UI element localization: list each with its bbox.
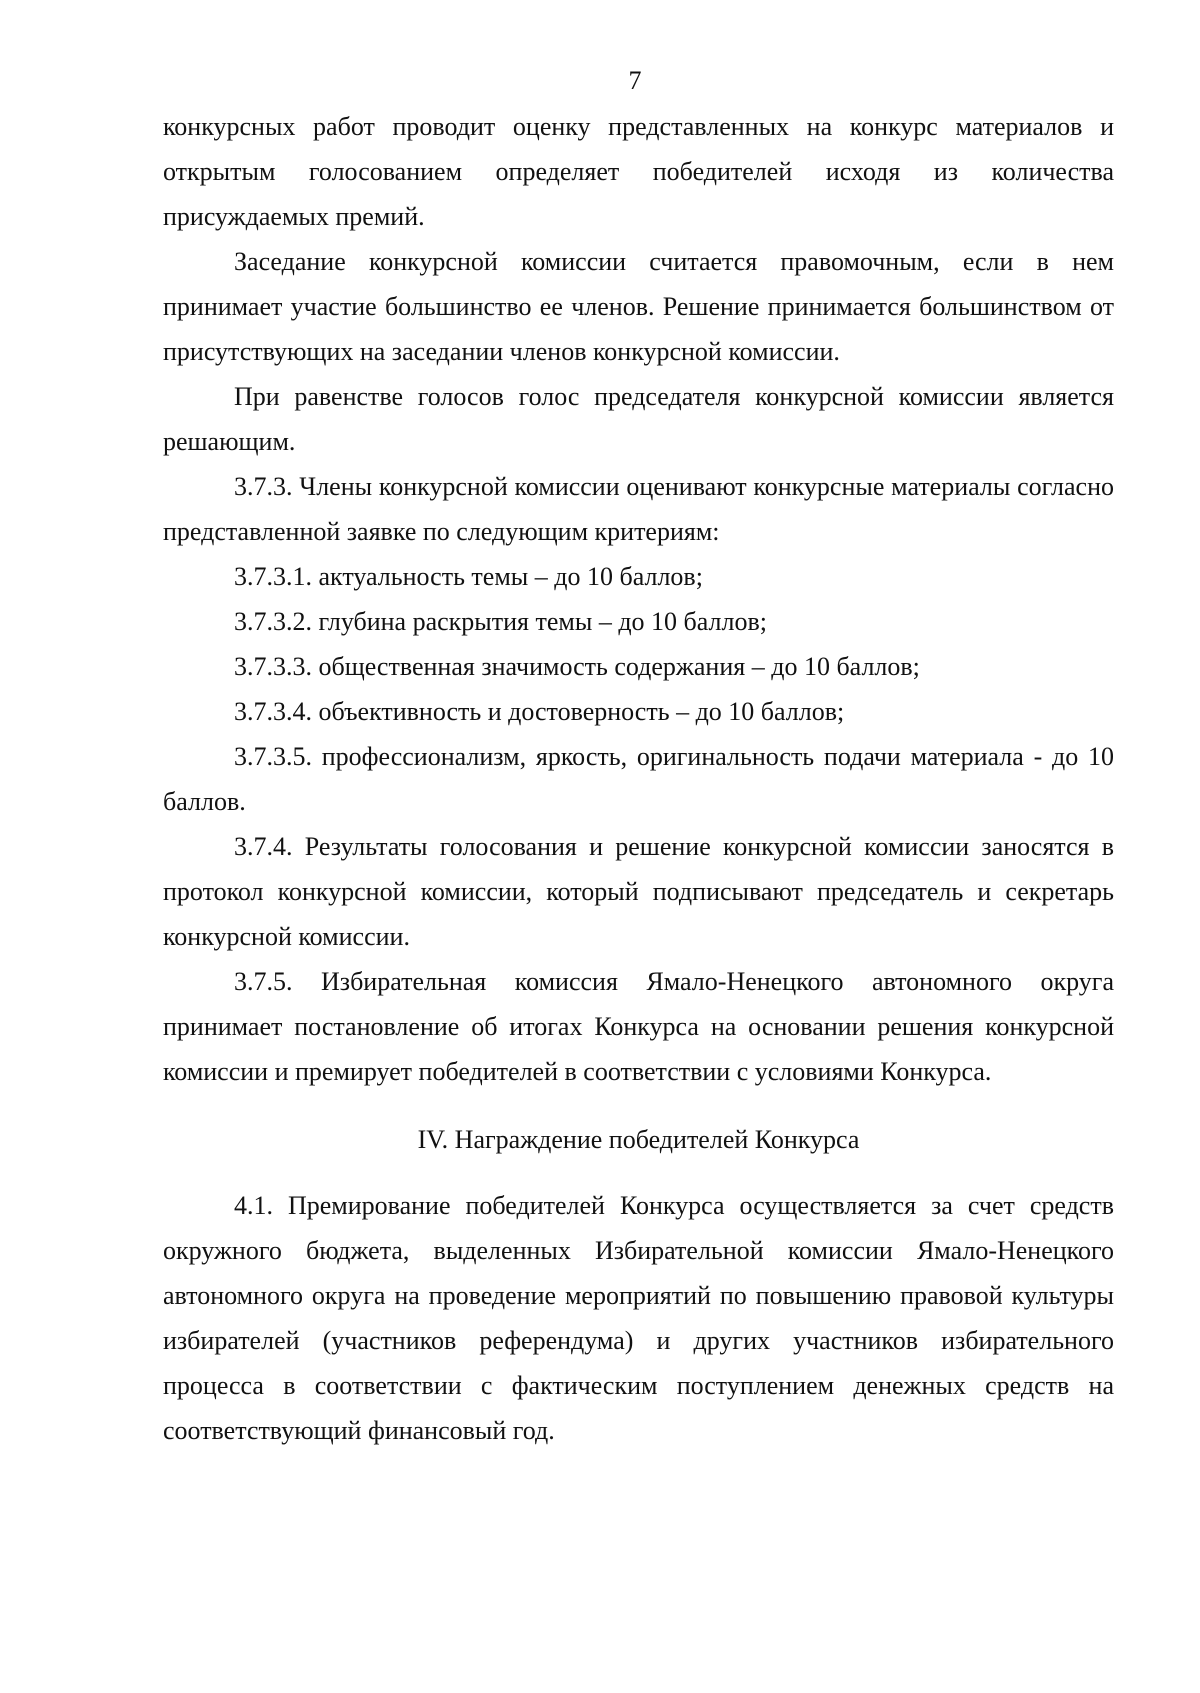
document-body [163, 104, 1114, 1453]
paragraph-3-7-3-4: 3.7.3.4. объективность и достоверность – до 10 баллов; [234, 697, 845, 726]
paragraph-tie-vote: При равенстве голосов голос председателя конкурсной комиссии является решающим. [163, 382, 1114, 456]
paragraph-3-7-3-5: 3.7.3.5. профессионализм, яркость, оригинальность подачи материала - до 10 баллов. [163, 742, 1114, 816]
paragraph-3-7-5: 3.7.5. Избирательная комиссия Ямало-Ненецкого автономного округа принимает постановление об итогах Конкурса на основании решения конкурсной комиссии и премирует победителей в соответствии с условиями Конкурса. [163, 967, 1114, 1086]
paragraph-4-1: 4.1. Премирование победителей Конкурса осуществляется за счет средств окружного бюджета, выделенных Избирательной комиссии Ямало-Ненецкого автономного округа на проведение мероприятий по повышению правовой культуры избирателей (участников референдума) и других участников избирательного процесса в соответствии с фактическим поступлением денежных средств на соответствующий финансовый год. [163, 1191, 1114, 1445]
paragraph-3-7-3-3: 3.7.3.3. общественная значимость содержания – до 10 баллов; [234, 652, 920, 681]
paragraph-commission-evaluation: конкурсных работ проводит оценку представленных на конкурс материалов и открытым голосованием определяет победителей исходя из количества присуждаемых премий. [163, 112, 1114, 231]
paragraph-3-7-4: 3.7.4. Результаты голосования и решение конкурсной комиссии заносятся в протокол конкурсной комиссии, который подписывают председатель и секретарь конкурсной комиссии. [163, 832, 1114, 951]
section-heading-iv: IV. Награждение победителей Конкурса [417, 1125, 860, 1154]
page-number: 7 [628, 66, 642, 95]
paragraph-3-7-3: 3.7.3. Члены конкурсной комиссии оценивают конкурсные материалы согласно представленной заявке по следующим критериям: [163, 472, 1114, 546]
paragraph-3-7-3-2: 3.7.3.2. глубина раскрытия темы – до 10 баллов; [234, 607, 767, 636]
paragraph-quorum: Заседание конкурсной комиссии считается правомочным, если в нем принимает участие большинство ее членов. Решение принимается большинством от присутствующих на заседании членов конкурсной комиссии. [163, 247, 1114, 366]
paragraph-3-7-3-1: 3.7.3.1. актуальность темы – до 10 баллов; [234, 562, 703, 591]
